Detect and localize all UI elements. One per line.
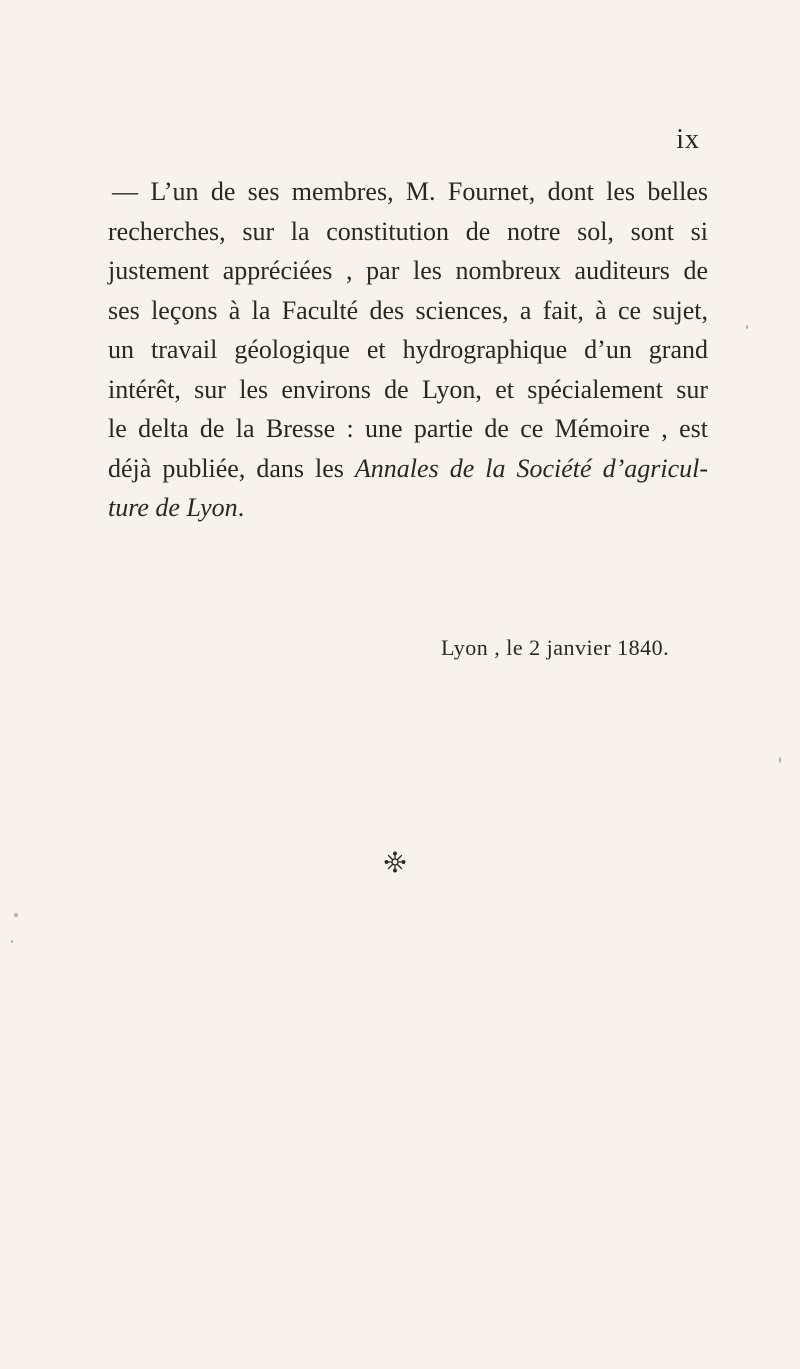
text-line-2: recherches, sur la constitution de notre sol, sont si	[108, 216, 708, 246]
text-line-9	[108, 488, 708, 528]
text-line-5: un travail géologique et hydrographique d’un grand	[108, 335, 708, 364]
place-date-signature: Lyon , le 2 janvier 1840.	[441, 635, 670, 660]
page-number: ix	[676, 124, 700, 155]
paper-speck	[14, 913, 18, 917]
journal-title-part-2: ture de Lyon	[108, 493, 238, 522]
text-line-8-roman: déjà publiée, dans les	[108, 453, 355, 483]
text-line-7: le delta de la Bresse : une partie de ce Mémoire , est	[108, 414, 708, 443]
text-line-3: justement appréciées , par les nombreux auditeurs de	[108, 256, 708, 285]
journal-title-part-1: Annales de la Société d’agricul-	[354, 453, 708, 483]
text-line-9-period: .	[237, 493, 245, 522]
text-line-4: ses leçons à la Faculté des sciences, a fait, à ce sujet,	[108, 295, 708, 325]
paper-speck	[746, 325, 748, 329]
body-paragraph	[108, 172, 708, 528]
fleuron-icon	[384, 851, 406, 873]
paper-speck	[779, 757, 781, 763]
text-line-1: — L’un de ses membres, M. Fournet, dont les belles	[112, 177, 708, 206]
text-line-8	[108, 449, 708, 489]
text-line-6: intérêt, sur les environs de Lyon, et spécialement sur	[108, 374, 708, 404]
paper-speck	[11, 940, 13, 943]
